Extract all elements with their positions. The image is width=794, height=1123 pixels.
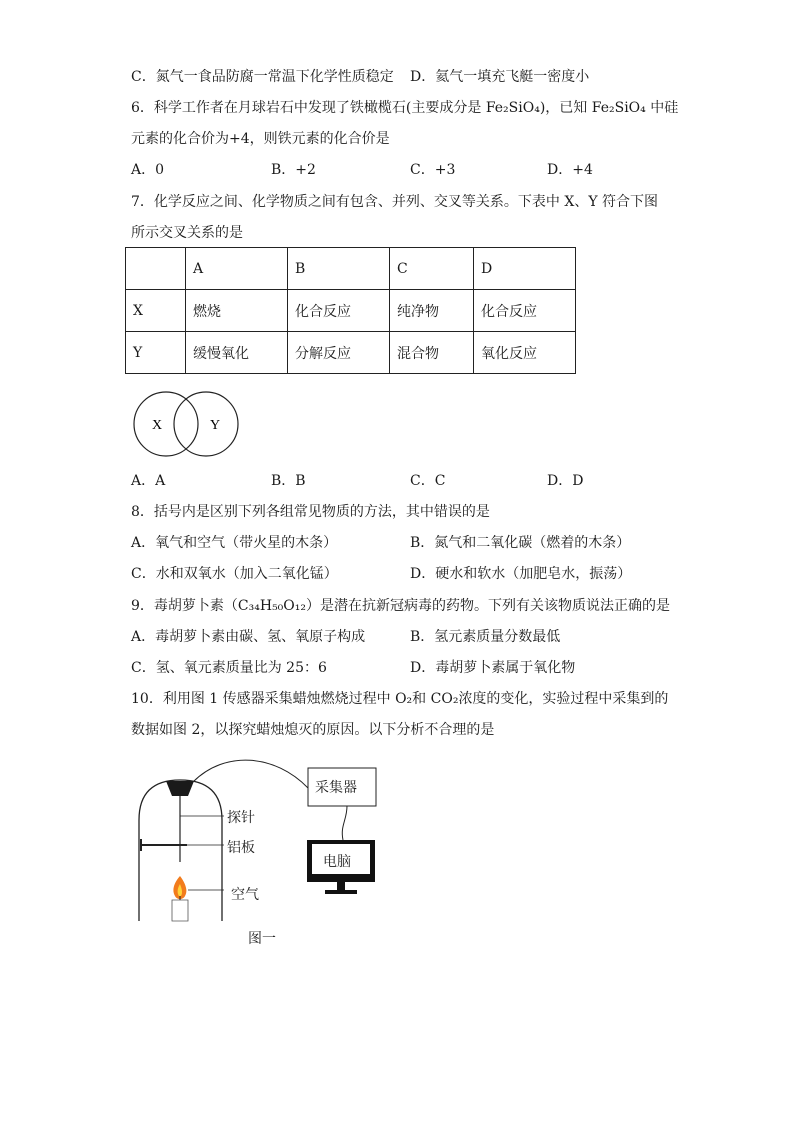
air-label: 空气: [231, 887, 259, 903]
q6-formula-1: Fe₂SiO₄: [485, 100, 540, 116]
table-row: [126, 290, 576, 332]
q7-stem-line1: 7．化学反应之间、化学物质之间有包含、并列、交叉等关系。下表中 X、Y 符合下图: [131, 194, 659, 210]
q7-option-d: D．D: [547, 473, 584, 489]
figure-caption: 图一: [248, 931, 276, 947]
table-cell: 氧化反应: [474, 332, 576, 374]
q7-stem-line2: 所示交叉关系的是: [131, 225, 243, 241]
q6-option-a: A．0: [131, 162, 165, 178]
table-cell: C: [390, 248, 474, 290]
table-cell: [126, 248, 186, 290]
q10-stem-part3: 浓度的变化，实验过程中采集到的: [458, 691, 669, 707]
q8-option-a: A．氧气和空气（带火星的木条）: [131, 535, 338, 551]
table-cell: X: [126, 290, 186, 332]
q5-option-c: C．氮气一食品防腐一常温下化学性质稳定: [131, 69, 394, 85]
q10-stem-part2: 和: [412, 691, 431, 707]
collector-label: 采集器: [315, 780, 357, 796]
table-cell: 燃烧: [186, 290, 288, 332]
q7-option-c: C．C: [410, 473, 446, 489]
table-cell: 纯净物: [390, 290, 474, 332]
table-cell: 缓慢氧化: [186, 332, 288, 374]
q9-stem-part1: 9．毒胡萝卜素（: [131, 598, 238, 614]
q6-formula-2: Fe₂SiO₄: [591, 100, 646, 116]
q9-option-c: C．氢、氧元素质量比为 25：6: [131, 660, 327, 676]
probe-label: 探针: [227, 810, 255, 826]
table-row: [126, 332, 576, 374]
monitor-neck: [337, 882, 345, 890]
q6-stem-part2: )，已知: [539, 100, 592, 116]
q6-option-d: D．+4: [547, 162, 593, 178]
venn-circle-y: [174, 392, 238, 456]
candle-icon: [172, 900, 188, 921]
q9-option-d: D．毒胡萝卜素属于氧化物: [410, 660, 576, 676]
q10-stem-line1: [131, 689, 668, 709]
q5-option-d: D．氦气一填充飞艇一密度小: [410, 69, 590, 85]
table-cell: 分解反应: [288, 332, 390, 374]
table-cell: B: [288, 248, 390, 290]
table-cell: D: [474, 248, 576, 290]
q8-option-d: D．硬水和软水（加肥皂水，振荡）: [410, 566, 632, 582]
table-cell: A: [186, 248, 288, 290]
q10-stem-line2: 数据如图 2，以探究蜡烛熄灭的原因。以下分析不合理的是: [131, 722, 495, 738]
venn-circle-x: [134, 392, 198, 456]
q6-stem-line2: 元素的化合价为+4，则铁元素的化合价是: [131, 131, 390, 147]
q6-option-b: B．+2: [271, 162, 316, 178]
sensor-plug: [166, 781, 194, 796]
table-cell: 混合物: [390, 332, 474, 374]
q6-stem-line1: [131, 98, 678, 118]
q10-o2-formula: O₂: [395, 691, 413, 707]
venn-diagram: [130, 387, 245, 462]
q7-option-a: A．A: [131, 473, 166, 489]
q10-co2-formula: CO₂: [430, 691, 459, 707]
q6-stem-part3: 中硅: [645, 100, 679, 116]
q6-option-c: C．+3: [410, 162, 456, 178]
q8-stem: 8．括号内是区别下列各组常见物质的方法，其中错误的是: [131, 504, 490, 520]
q9-formula: C₃₄H₅₀O₁₂: [237, 598, 306, 614]
q6-stem-part1: 6．科学工作者在月球岩石中发现了铁橄榄石(主要成分是: [131, 100, 486, 116]
table-cell: Y: [126, 332, 186, 374]
q7-table: [125, 247, 576, 374]
q7-option-b: B．B: [271, 473, 306, 489]
q8-option-b: B．氮气和二氧化碳（燃着的木条）: [410, 535, 631, 551]
plate-label: 铝板: [227, 840, 255, 856]
collector-cable: [342, 806, 347, 840]
computer-label: 电脑: [323, 854, 351, 870]
q9-stem: [131, 596, 670, 616]
venn-label-x: X: [152, 418, 163, 433]
q8-option-c: C．水和双氧水（加入二氧化锰）: [131, 566, 338, 582]
q9-option-a: A．毒胡萝卜素由碳、氢、氧原子构成: [131, 629, 366, 645]
q9-option-b: B．氢元素质量分数最低: [410, 629, 561, 645]
q9-stem-part2: ）是潜在抗新冠病毒的药物。下列有关该物质说法正确的是: [306, 598, 670, 614]
table-cell: 化合反应: [288, 290, 390, 332]
venn-label-y: Y: [210, 418, 221, 433]
monitor-base: [325, 890, 357, 894]
table-row: [126, 248, 576, 290]
sensor-cable: [193, 760, 308, 788]
q10-stem-part1: 10．利用图 1 传感器采集蜡烛燃烧过程中: [131, 691, 396, 707]
table-cell: 化合反应: [474, 290, 576, 332]
